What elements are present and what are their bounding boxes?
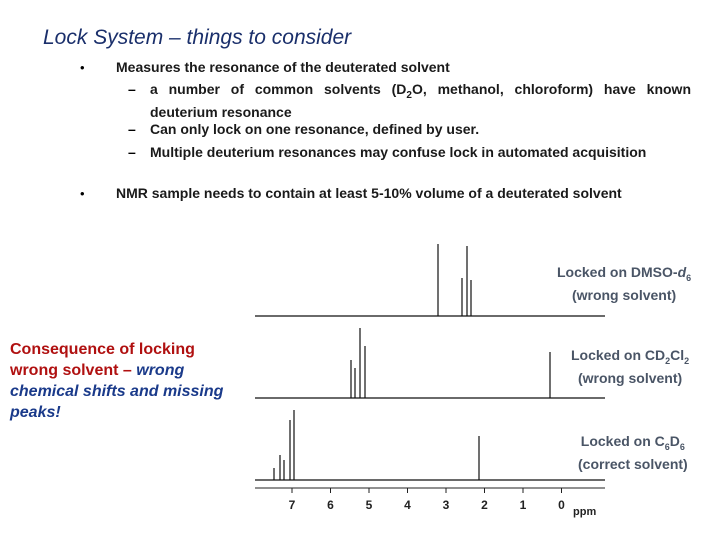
label-cd2cl2-line1: Locked on CD (571, 347, 666, 363)
sub-bullet-marker: – (128, 81, 136, 97)
label-c6d6 (578, 433, 688, 473)
label-dmso-d: d (677, 264, 687, 280)
axis-tick-label: 5 (365, 498, 373, 512)
sub-bullet-common-solvents (150, 81, 691, 121)
slide-title: Lock System – things to consider (43, 26, 352, 49)
axis-tick-label: 3 (442, 498, 450, 512)
sub-bullet-multiple-resonances: Multiple deuterium resonances may confuse lock in automated acquisition (150, 144, 647, 160)
spectrum-c6d6 (255, 410, 605, 480)
sub-bullet-text-a: a number of common solvents (D (150, 81, 407, 97)
label-dmso-line1: Locked on DMSO- (557, 264, 678, 280)
ppm-axis (255, 488, 605, 518)
label-dmso (557, 264, 691, 304)
sub-bullet-marker: – (128, 121, 136, 137)
label-c6d6-line1: Locked on C (580, 433, 665, 449)
bullet-lock-measures: Measures the resonance of the deuterated solvent (116, 59, 450, 75)
axis-tick-label: 6 (327, 498, 334, 512)
axis-tick-label: 1 (519, 498, 527, 512)
label-dmso-line2: (wrong solvent) (571, 286, 677, 303)
axis-tick-label: 0 (558, 498, 565, 512)
consequence-heading: Consequence of locking wrong solvent – (10, 341, 195, 379)
label-cd2cl2-sub2: 2 (684, 355, 690, 366)
axis-unit: ppm (573, 506, 597, 518)
label-cd2cl2-mid: Cl (670, 347, 685, 363)
label-cd2cl2 (571, 347, 689, 387)
axis-tick-label: 7 (288, 498, 296, 512)
label-c6d6-mid: D (669, 433, 680, 449)
bullet-marker: • (80, 60, 85, 75)
consequence-detail: wrong chemical shifts and missing peaks! (10, 362, 224, 421)
axis-tick-label: 4 (404, 498, 411, 512)
sub-bullet-one-resonance: Can only lock on one resonance, defined by user. (150, 121, 480, 137)
bullet-marker: • (80, 186, 85, 201)
spectrum-cd2cl2 (255, 328, 605, 398)
label-cd2cl2-line2: (wrong solvent) (577, 369, 683, 386)
label-dmso-sub: 6 (686, 272, 692, 283)
sub-bullet-text-b: O, methanol, chloroform) have known deuterium resonance (150, 81, 692, 120)
label-c6d6-line2: (correct solvent) (578, 455, 688, 472)
axis-tick-label: 2 (481, 498, 488, 512)
sub-bullet-marker: – (128, 144, 136, 160)
label-c6d6-sub2: 6 (679, 441, 685, 452)
spectrum-dmso (255, 244, 605, 316)
label-c6d6-sub1: 6 (664, 441, 670, 452)
subscript: 2 (406, 89, 412, 101)
label-cd2cl2-sub1: 2 (665, 355, 671, 366)
bullet-sample-needs: NMR sample needs to contain at least 5-10% volume of a deuterated solvent (116, 185, 622, 201)
consequence-callout (10, 339, 235, 423)
nmr-spectra-figure (255, 240, 605, 525)
